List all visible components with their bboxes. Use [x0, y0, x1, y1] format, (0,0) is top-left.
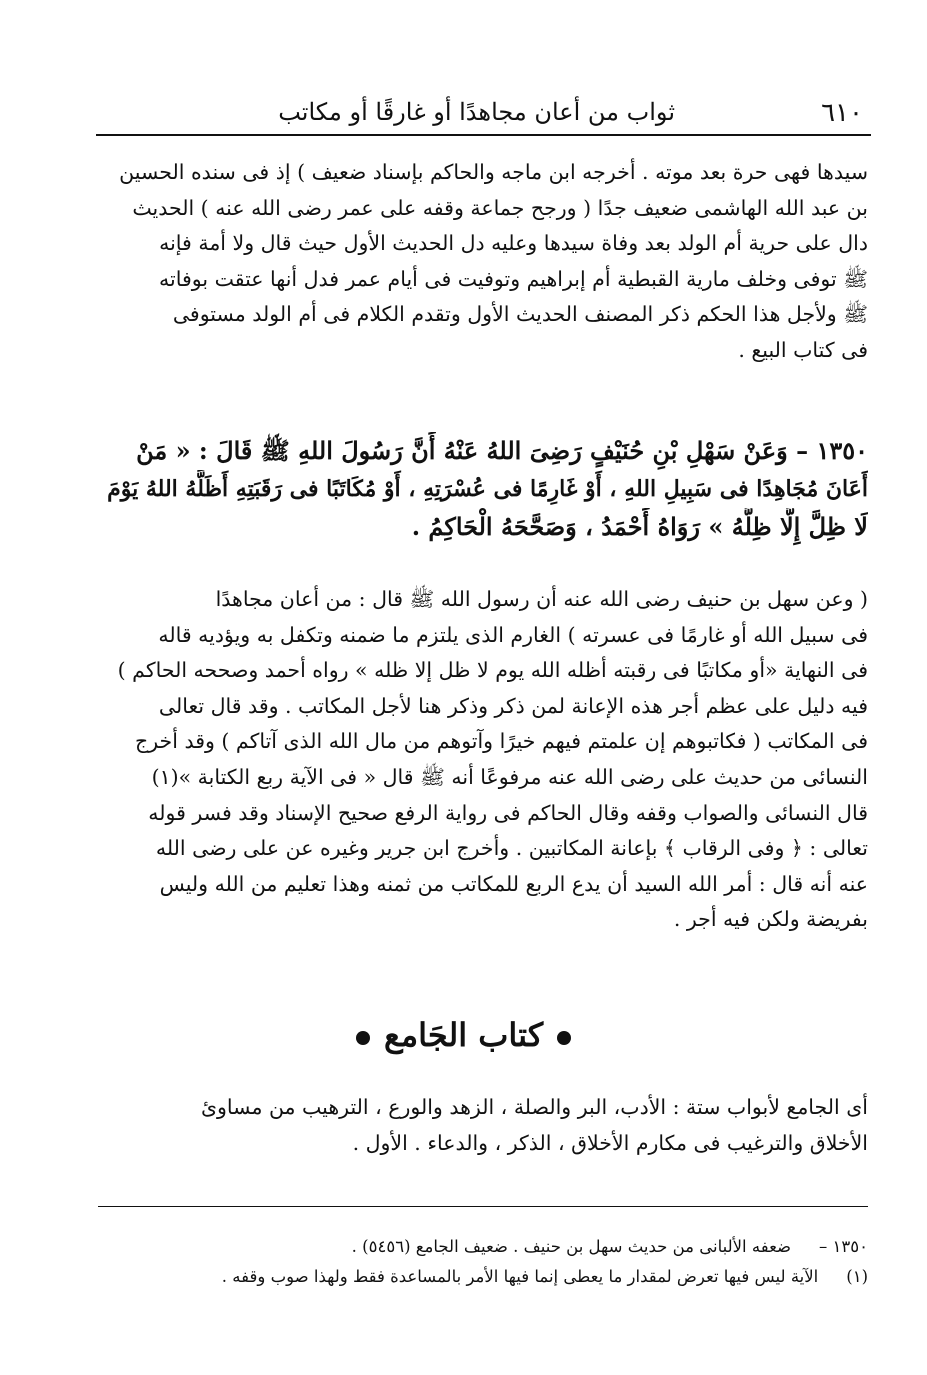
text-line: ( وعن سهل بن حنيف رضى الله عنه أن رسول الله ﷺ قال : من أعان مجاهدًا [215, 587, 868, 611]
hadith-line: لَا ظِلَّ إِلَّا ظِلُّهُ » رَوَاهُ أَحْمَدُ ، وَصَحَّحَهُ الْحَاكِمُ . [411, 512, 868, 541]
page-number: ٦١٠ [821, 98, 863, 128]
hadith-line: ١٣٥٠ – وَعَنْ سَهْلِ بْنِ حُنَيْفٍ رَضِىَ اللهُ عَنْهُ أَنَّ رَسُولَ اللهِ ﷺ قَالَ : « مَنْ [136, 436, 868, 465]
text-line: ﷺ ولأجل هذا الحكم ذكر المصنف الحديث الأول وتقدم الكلام فى أم الولد مستوفى [172, 302, 868, 327]
chapter-intro [98, 1090, 868, 1161]
bullet-icon [557, 1031, 571, 1045]
footnote-text: ضعفه الألبانى من حديث سهل بن حنيف . ضعيف الجامع (٥٤٥٦) . [351, 1237, 792, 1256]
text-line: سيدها فهى حرة بعد موته . أخرجه ابن ماجه والحاكم بإسناد ضعيف ) إذ فى سنده الحسين [119, 160, 868, 184]
commentary-paragraph-2 [98, 582, 868, 938]
page-header [96, 92, 871, 132]
commentary-paragraph-1 [98, 155, 868, 369]
footnote-marker: (١) [846, 1267, 868, 1286]
header-rule [96, 134, 871, 136]
text-line: ﷺ توفى وخلف مارية القبطية أم إبراهيم وتوفيت فى أيام عمر فدل أنها عتقت بوفاته [159, 266, 868, 291]
text-line: تعالى : ﴿ وفى الرقاب ﴾ بإعانة المكاتبين . وأخرج ابن جرير وغيره عن على رضى الله [155, 836, 868, 861]
text-line: فى سبيل الله أو غارمًا فى عسرته ) الغارم الذى يلتزم ما ضمنه وتكفل به ويؤديه قاله [158, 622, 868, 647]
text-line: فى كتاب البيع . [738, 337, 868, 362]
hadith-text [98, 432, 868, 546]
text-line: قال النسائى والصواب وقفه وقال الحاكم فى رواية الرفع صحيح الإسناد وقد فسر قوله [148, 800, 868, 825]
footnotes [98, 1232, 868, 1292]
chapter-title: كتاب الجَامع [383, 1016, 544, 1054]
running-title: ثواب من أعان مجاهدًا أو غارقًا أو مكاتب [278, 98, 675, 126]
text-line: النسائى من حديث على رضى الله عنه مرفوعًا أنه ﷺ قال « فى الآية ربع الكتابة »(١) [151, 764, 868, 789]
text-line: فى المكاتب ( فكاتبوهم إن علمتم فيهم خيرًا وآتوهم من مال الله الذى آتاكم ) وقد أخرج [135, 729, 868, 754]
text-line: بفريضة ولكن فيه أجر . [673, 907, 868, 932]
text-line: بن عبد الله الهاشمى ضعيف جدًا ( ورجح جماعة وقفه على عمر رضى الله عنه ) الحديث [132, 195, 868, 220]
text-line: فى النهاية «أو مكاتبًا فى رقبته أظله الله يوم لا ظل إلا ظله » رواه أحمد وصححه الحاكم ) [117, 658, 868, 683]
footnote-text: الآية ليس فيها تعرض لمقدار ما يعطى إنما فيها الأمر بالمساعدة فقط ولهذا صوب وقفه . [221, 1267, 819, 1286]
footnote-rule [98, 1206, 868, 1207]
hadith-line: أَعَانَ مُجَاهِدًا فى سَبِيلِ اللهِ ، أَوْ غَارِمًا فى عُسْرَتِهِ ، أَوْ مُكَاتَبًا فى رَقَبَتِهِ أَظَلَّهُ اللهُ يَوْمَ [107, 476, 868, 502]
chapter-heading [0, 1016, 927, 1054]
text-line: فيه دليل على عظم أجر هذه الإعانة لمن ذكر وذكر هنا لأجل المكاتب . وقد قال تعالى [158, 693, 868, 718]
text-line: دال على حرية أم الولد بعد وفاة سيدها وعليه دل الحديث الأول حيث قال ولا أمة فإنه [159, 231, 868, 256]
footnote-marker: ١٣٥٠ – [819, 1237, 868, 1256]
footnote-1 [98, 1262, 868, 1292]
bullet-icon [356, 1031, 370, 1045]
text-line: أى الجامع لأبواب ستة : الأدب، البر والصلة ، الزهد والورع ، الترهيب من مساوئ [200, 1095, 868, 1119]
text-line: عنه أنه قال : أمر الله السيد أن يدع الربع للمكاتب من ثمنه وهذا تعليم من الله وليس [159, 871, 868, 896]
text-line: الأخلاق والترغيب فى مكارم الأخلاق ، الذكر ، والدعاء . الأول . [352, 1130, 868, 1155]
footnote-1350 [98, 1232, 868, 1262]
